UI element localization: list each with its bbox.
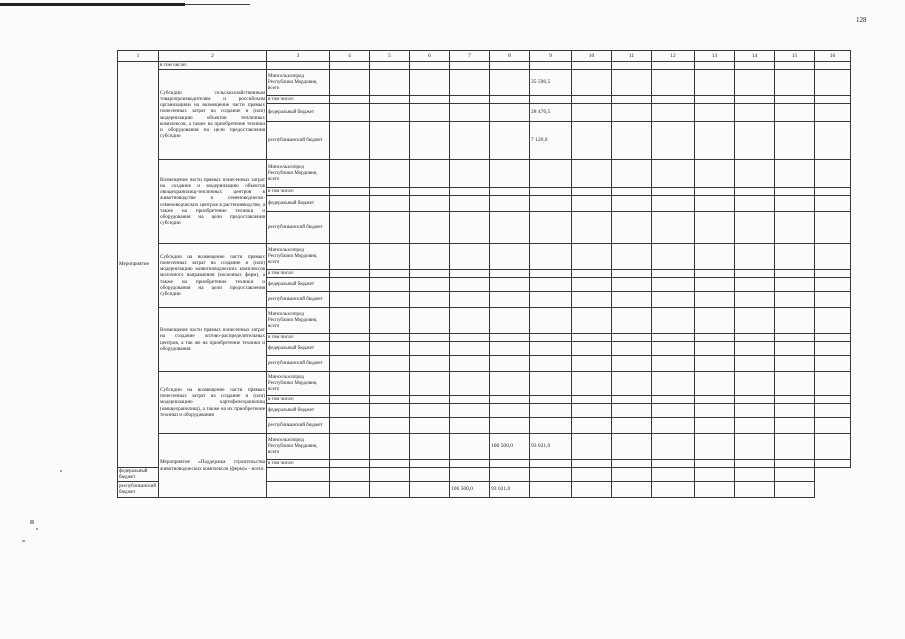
value-cell: 106 500,0 — [490, 434, 530, 460]
column-header: 7 — [450, 51, 490, 62]
source-ministry: Минсельхозпрод Республики Мордовия, всего — [267, 308, 330, 334]
source-ministry: Минсельхозпрод Республики Мордовия, всего — [267, 372, 330, 396]
value-cell: 28 476,5 — [530, 104, 572, 122]
column-number-row — [118, 51, 851, 62]
source-republic: республиканский бюджет — [267, 418, 330, 434]
column-header: 16 — [815, 51, 851, 62]
source-federal: федеральный бюджет — [118, 468, 159, 482]
table-row — [118, 372, 851, 396]
measure-label: Мероприятие — [118, 62, 159, 468]
source-ministry: Минсельхозпрод Республики Мордовия, всего — [267, 434, 330, 460]
value-cell: 93 021,0 — [530, 434, 572, 460]
column-header: 15 — [775, 51, 815, 62]
column-header: 6 — [410, 51, 450, 62]
scan-top-line — [185, 4, 250, 5]
source-federal: федеральный бюджет — [267, 196, 330, 212]
column-header: 8 — [490, 51, 530, 62]
source-republic: республиканский бюджет — [267, 356, 330, 372]
table-row — [118, 70, 851, 96]
column-header: 12 — [652, 51, 695, 62]
column-header: 10 — [572, 51, 612, 62]
source-federal: федеральный бюджет — [267, 104, 330, 122]
measure-description: Мероприятие «Поддержка строительства животноводческих комплексов (ферм)» - всего: — [159, 434, 267, 498]
scan-speck — [36, 528, 38, 530]
scan-speck — [30, 520, 34, 524]
column-header: 14 — [735, 51, 775, 62]
source-federal: федеральный бюджет — [267, 278, 330, 292]
source-federal: федеральный бюджет — [267, 342, 330, 356]
column-header: 1 — [118, 51, 159, 62]
table-row — [118, 308, 851, 334]
table-row — [118, 62, 851, 70]
source-including: в том числе: — [267, 270, 330, 278]
value-cell: 35 596,5 — [530, 70, 572, 96]
measure-description: Возмещение части прямых понесенных затрат на создание и модернизацию объектов овощехранилищ-тепличных центров в животноводстве и семеноводческо-семеноводческих центров в растениеводстве, а также на приобретение техники и оборудования на цели предоставления субсидии — [159, 160, 267, 244]
scan-speck — [22, 540, 25, 542]
table-row — [118, 160, 851, 188]
table-row — [118, 244, 851, 270]
column-header: 4 — [330, 51, 370, 62]
page-number: 128 — [856, 16, 867, 24]
column-header: 9 — [530, 51, 572, 62]
value-cell: 93 021,0 — [490, 482, 530, 498]
column-header: 5 — [370, 51, 410, 62]
source-ministry: Минсельхозпрод Республики Мордовия, всего — [267, 70, 330, 96]
value-cell: 106 500,0 — [450, 482, 490, 498]
source-republic: республиканский бюджет — [267, 212, 330, 244]
table-row — [118, 434, 851, 460]
column-header: 11 — [612, 51, 652, 62]
source-ministry: Минсельхозпрод Республики Мордовия, всего — [267, 244, 330, 270]
source-ministry: Минсельхозпрод Республики Мордовия, всего — [267, 160, 330, 188]
measure-description: Субсидии на возмещение части прямых понесенных затрат на создание и (или) модернизацию картофелехранилищ (овощехранилищ), а также на их приобретение техники и оборудования — [159, 372, 267, 434]
source-republic: республиканский бюджет — [267, 292, 330, 308]
source-republic: республиканский бюджет — [267, 122, 330, 160]
in-total-label: в том числе: — [159, 62, 267, 70]
column-header: 13 — [695, 51, 735, 62]
source-including: в том числе: — [267, 460, 330, 468]
measure-description: Субсидии на возмещение части прямых понесенных затрат на создание и (или) модернизацию животноводческих комплексов молочного направления (молочных ферм), а также на приобретение техники и оборудования на цели предоставления субсидии — [159, 244, 267, 308]
column-header: 3 — [267, 51, 330, 62]
source-including: в том числе: — [267, 96, 330, 104]
source-republic: республиканский бюджет — [118, 482, 159, 498]
source-including: в том числе: — [267, 188, 330, 196]
column-header: 2 — [159, 51, 267, 62]
budget-table — [117, 50, 851, 498]
source-federal: федеральный бюджет — [267, 404, 330, 418]
measure-description: Субсидии сельскохозяйственным товаропроизводителям и российским организациям на возмещение части прямых понесенных затрат на создание и (или) модернизацию объектов тепличных комплексов, а также на приобретение техники и оборудования на цели предоставления субсидии — [159, 70, 267, 160]
scan-speck — [60, 470, 62, 472]
value-cell: 7 120,0 — [530, 122, 572, 160]
source-including: в том числе: — [267, 396, 330, 404]
measure-description: Возмещение части прямых понесенных затрат на создание оптово-распределительных центров, а так же на приобретение техники и оборудования — [159, 308, 267, 372]
source-including: в том числе: — [267, 334, 330, 342]
scan-top-bar — [0, 3, 185, 6]
